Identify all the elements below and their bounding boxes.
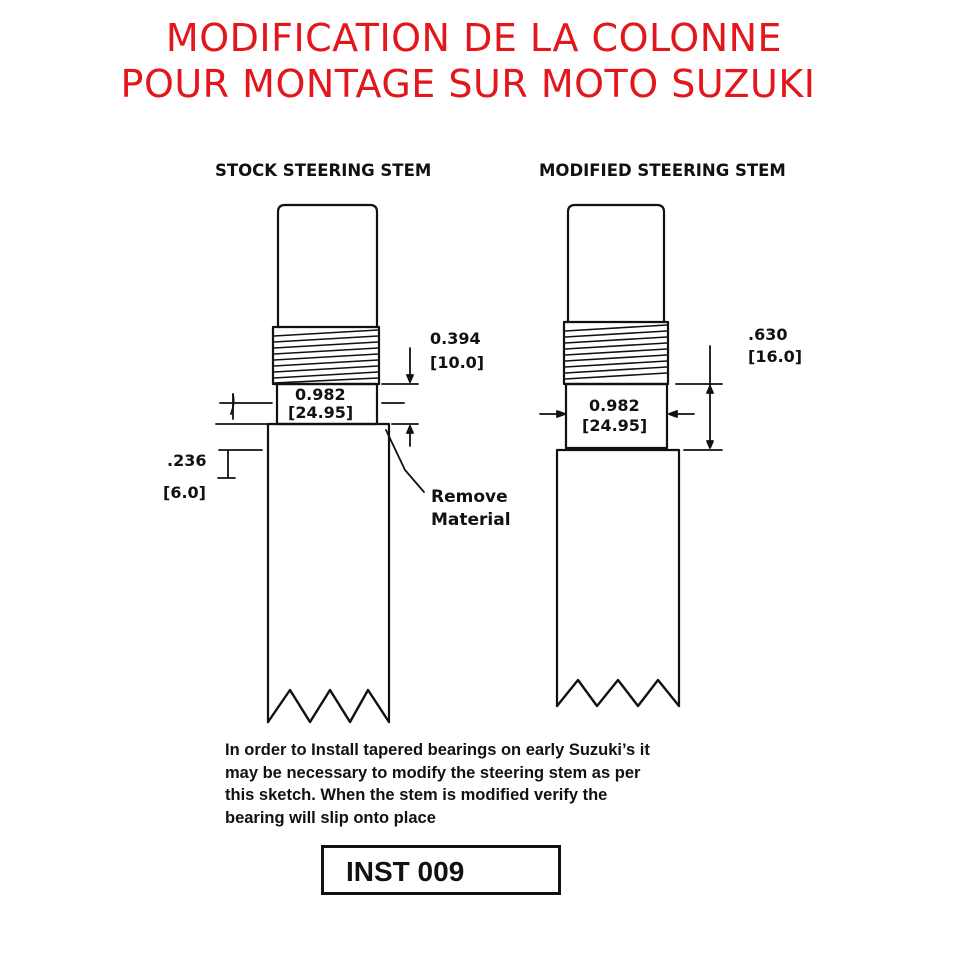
modified-diameter-label: 0.982 — [589, 396, 640, 415]
stock-collar-dim-mm-label: [6.0] — [163, 483, 206, 502]
title-line-2: POUR MONTAGE SUR MOTO SUZUKI — [120, 62, 816, 106]
modified-heading: MODIFIED STEERING STEM — [539, 161, 786, 180]
stock-lower-tube — [268, 424, 389, 722]
modified-stem-top-shaft — [568, 205, 664, 322]
note-line-2: may be necessary to modify the steering stem as per — [225, 763, 641, 782]
modified-diameter-mm-label: [24.95] — [582, 416, 648, 435]
stock-thread-dim-mm-label: [10.0] — [430, 353, 485, 372]
modified-dim-label: .630 — [748, 325, 788, 344]
remove-material-label-2: Material — [431, 510, 511, 530]
modified-stem-drawing — [540, 205, 722, 706]
instruction-note — [225, 739, 745, 829]
remove-material-label-1: Remove — [431, 487, 508, 507]
modified-dim-mm-label: [16.0] — [748, 347, 803, 366]
note-line-1: In order to Install tapered bearings on early Suzuki’s it — [225, 741, 650, 759]
instruction-code: INST 009 — [346, 856, 465, 887]
modified-thread-lines — [565, 325, 667, 379]
instruction-code-box — [321, 845, 561, 895]
stock-heading: STOCK STEERING STEM — [215, 161, 432, 180]
stock-diameter-mm-label: [24.95] — [288, 403, 354, 422]
modified-lower-tube — [557, 450, 679, 706]
stock-thread-dim-label: 0.394 — [430, 329, 481, 348]
stock-collar-dim-label: .236 — [167, 451, 207, 470]
note-line-3: this sketch. When the stem is modified verify the — [225, 786, 608, 804]
stock-diameter-label: 0.982 — [295, 385, 346, 404]
stock-stem-drawing — [216, 205, 424, 722]
stock-stem-top-shaft — [278, 205, 377, 327]
stock-thread-lines — [274, 330, 378, 383]
stock-collar-dimension — [218, 450, 262, 478]
stock-break-line — [268, 690, 389, 722]
title-line-1: MODIFICATION DE LA COLONNE — [165, 16, 783, 60]
stock-thread-dimension — [382, 348, 418, 384]
modified-dimension — [676, 346, 722, 450]
remove-material-leader — [386, 430, 424, 492]
modified-break-line — [557, 680, 679, 706]
note-line-4: bearing will slip onto place — [225, 808, 436, 827]
